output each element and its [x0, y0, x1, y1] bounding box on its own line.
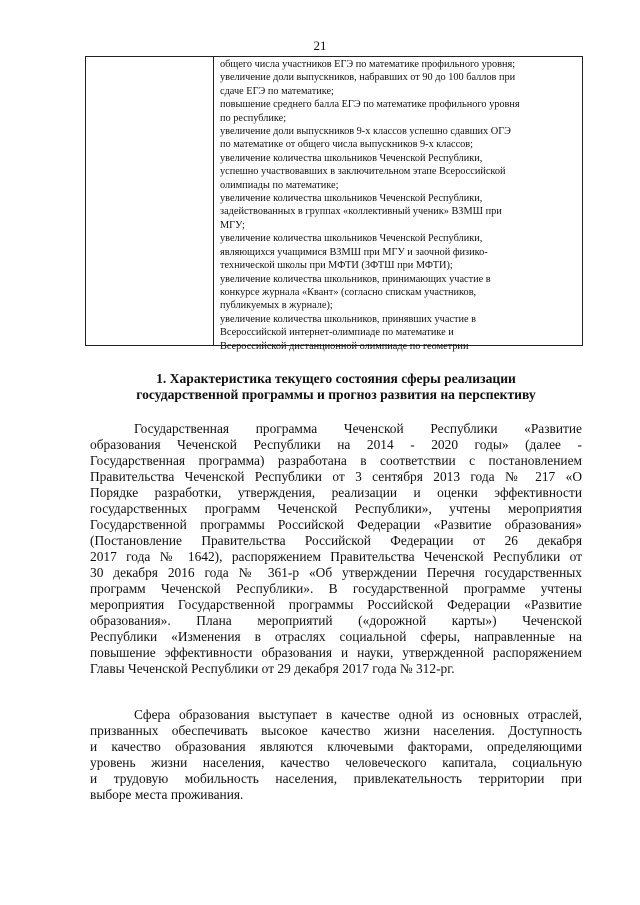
table-text-line: Всероссийской дистанционной олимпиаде по геометрии — [220, 340, 469, 352]
table-text-line: сдаче ЕГЭ по математике; — [220, 85, 334, 97]
paragraph-line: мероприятия Государственной программы Российской Федерации «Развитие — [90, 597, 582, 612]
table-text-line: задействованных в группах «коллективный ученик» ВЗМШ при — [220, 206, 502, 218]
paragraph-line: выборе места проживания. — [90, 787, 244, 802]
table-text-line: технической школы при МФТИ (ЗФТШ при МФТИ); — [220, 260, 453, 272]
table-text-line: увеличение количества школьников Чеченской Республики, — [220, 193, 483, 205]
table-text-line: увеличение доли выпускников 9-х классов успешно сдавших ОГЭ — [220, 126, 511, 138]
paragraph-line: 30 декабря 2016 года № 361-р «Об утверждении Перечня государственных — [90, 565, 582, 580]
heading-line: 1. Характеристика текущего состояния сферы реализации — [156, 371, 516, 386]
paragraph-line: Государственной программы Российской Федерации «Развитие образования» — [90, 517, 582, 532]
table-text-line: по республике; — [220, 112, 287, 124]
paragraph-line: (Постановление Правительства Российской Федерации от 26 декабря — [90, 533, 582, 548]
paragraph-line: Республики «Изменения в отраслях социальной сферы, направленные на — [90, 629, 582, 644]
continuation-table — [85, 56, 583, 352]
table-text-line: увеличение количества школьников Чеченской Республики, — [220, 152, 483, 164]
section-heading — [90, 371, 582, 403]
paragraph-line: Порядке разработки, утверждения, реализации и оценки эффективности — [90, 485, 582, 500]
table-text-line: конкурсе журнала «Квант» (согласно спискам участников, — [220, 286, 477, 298]
table-text-line: олимпиады по математике; — [220, 179, 339, 191]
paragraph-line: и качество образования являются ключевыми факторами, определяющими — [90, 739, 582, 754]
table-text-line: являющихся учащимися ВЗМШ при МГУ и заочной физико- — [220, 246, 488, 258]
paragraph-line: Сфера образования выступает в качестве одной из основных отраслей, — [134, 707, 582, 722]
table-text-line: успешно участвовавших в заключительном этапе Всероссийской — [220, 166, 506, 178]
paragraph-line: Государственная программа) разработана в соответствии с постановлением — [90, 453, 582, 468]
table-text-line: Всероссийской интернет-олимпиаде по математике и — [220, 327, 454, 339]
table-text-line: повышение среднего балла ЕГЭ по математике профильного уровня — [220, 99, 520, 111]
table-text-line: увеличение количества школьников, принявших участие в — [220, 313, 477, 325]
paragraph-line: и трудовую мобильность населения, привлекательность территории при — [90, 771, 582, 786]
table-text-line: увеличение количества школьников, принимающих участие в — [220, 273, 491, 285]
paragraph-line: Государственная программа Чеченской Республики «Развитие — [134, 421, 582, 436]
paragraph-line: образования Чеченской Республики на 2014 - 2020 годы» (далее - — [90, 437, 582, 452]
table-text-line: по математике от общего числа выпускников 9-х классов; — [220, 139, 474, 151]
table-text-line: публикуемых в журнале); — [220, 300, 333, 312]
paragraph-line: призванных обеспечивать высокое качество жизни населения. Доступность — [90, 723, 582, 738]
table-text-line: увеличение доли выпускников, набравших от 90 до 100 баллов при — [220, 72, 516, 84]
heading-line: государственной программы и прогноз развития на перспективу — [136, 387, 536, 402]
paragraph-line: Правительства Чеченской Республики от 3 сентября 2013 года № 217 «О — [90, 469, 582, 484]
paragraph-line: Главы Чеченской Республики от 29 декабря 2017 года № 312-рг. — [90, 661, 455, 676]
paragraph-line: государственных программ Чеченской Республики», учтены мероприятия — [90, 501, 582, 516]
paragraph-education-sphere — [90, 707, 582, 803]
page-number: 21 — [313, 38, 327, 53]
table-text-line: общего числа участников ЕГЭ по математике профильного уровня; — [220, 59, 516, 70]
paragraph-line: образования». Плана мероприятий («дорожной карты») Чеченской — [90, 613, 582, 628]
paragraph-line: программ Чеченской Республики». В государственной программе учтены — [90, 581, 582, 596]
table-text-line: МГУ; — [220, 219, 245, 231]
paragraph-program-overview — [90, 421, 582, 677]
table-cell-indicators — [220, 58, 580, 353]
paragraph-line: 2017 года № 1642), распоряжением Правительства Чеченской Республики от — [90, 549, 582, 564]
paragraph-line: повышение эффективности образования и науки, утвержденной распоряжением — [90, 645, 582, 660]
paragraph-line: уровень жизни населения, качество человеческого капитала, социальную — [90, 755, 582, 770]
table-column-divider — [213, 57, 214, 345]
table-text-line: увеличение количества школьников Чеченской Республики, — [220, 233, 483, 245]
